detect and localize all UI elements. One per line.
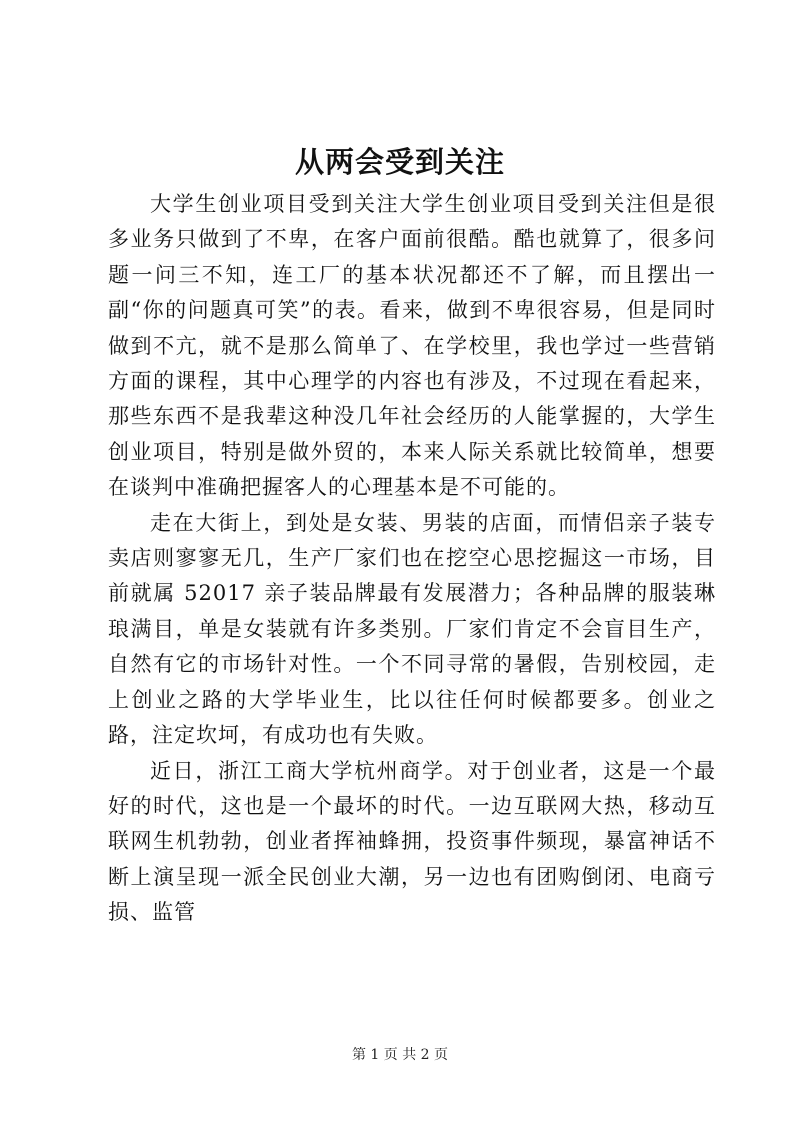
page-footer: 第 1 页 共 2 页 xyxy=(351,1047,449,1063)
paragraph-1: 大学生创业项目受到关注大学生创业项目受到关注但是很多业务只做到了不卑，在客户面前很酷。酷也就算了，很多问题一问三不知，连工厂的基本状况都还不了解，而且摆出一副“你的问题真可笑”的表。看来，做到不卑很容易，但是同时做到不亢，就不是那么简单了、在学校里，我也学过一些营销方面的课程，其中心理学的内容也有涉及，不过现在看起来，那些东西不是我辈这种没几年社会经历的人能掌握的，大学生创业项目，特别是做外贸的，本来人际关系就比较简单，想要在谈判中准确把握客人的心理基本是不可能的。 xyxy=(108,192,716,500)
document-body xyxy=(108,187,716,931)
paragraph-3: 近日，浙江工商大学杭州商学。对于创业者，这是一个最好的时代，这也是一个最坏的时代。一边互联网大热，移动互联网生机勃勃，创业者挥袖蜂拥，投资事件频现，暴富神话不断上演呈现一派全民创业大潮，另一边也有团购倒闭、电商亏损、监管 xyxy=(108,758,716,925)
paragraph-2: 走在大街上，到处是女装、男装的店面，而情侣亲子装专卖店则寥寥无几，生产厂家们也在挖空心思挖掘这一市场，目前就属 52017 亲子装品牌最有发展潜力；各种品牌的服装琳琅满目，单是女装就有许多类别。厂家们肯定不会盲目生产，自然有它的市场针对性。一个不同寻常的暑假，告别校园，走上创业之路的大学毕业生，比以往任何时候都要多。创业之路，注定坎坷，有成功也有失败。 xyxy=(108,510,716,748)
document-title: 从两会受到关注 xyxy=(294,145,505,179)
